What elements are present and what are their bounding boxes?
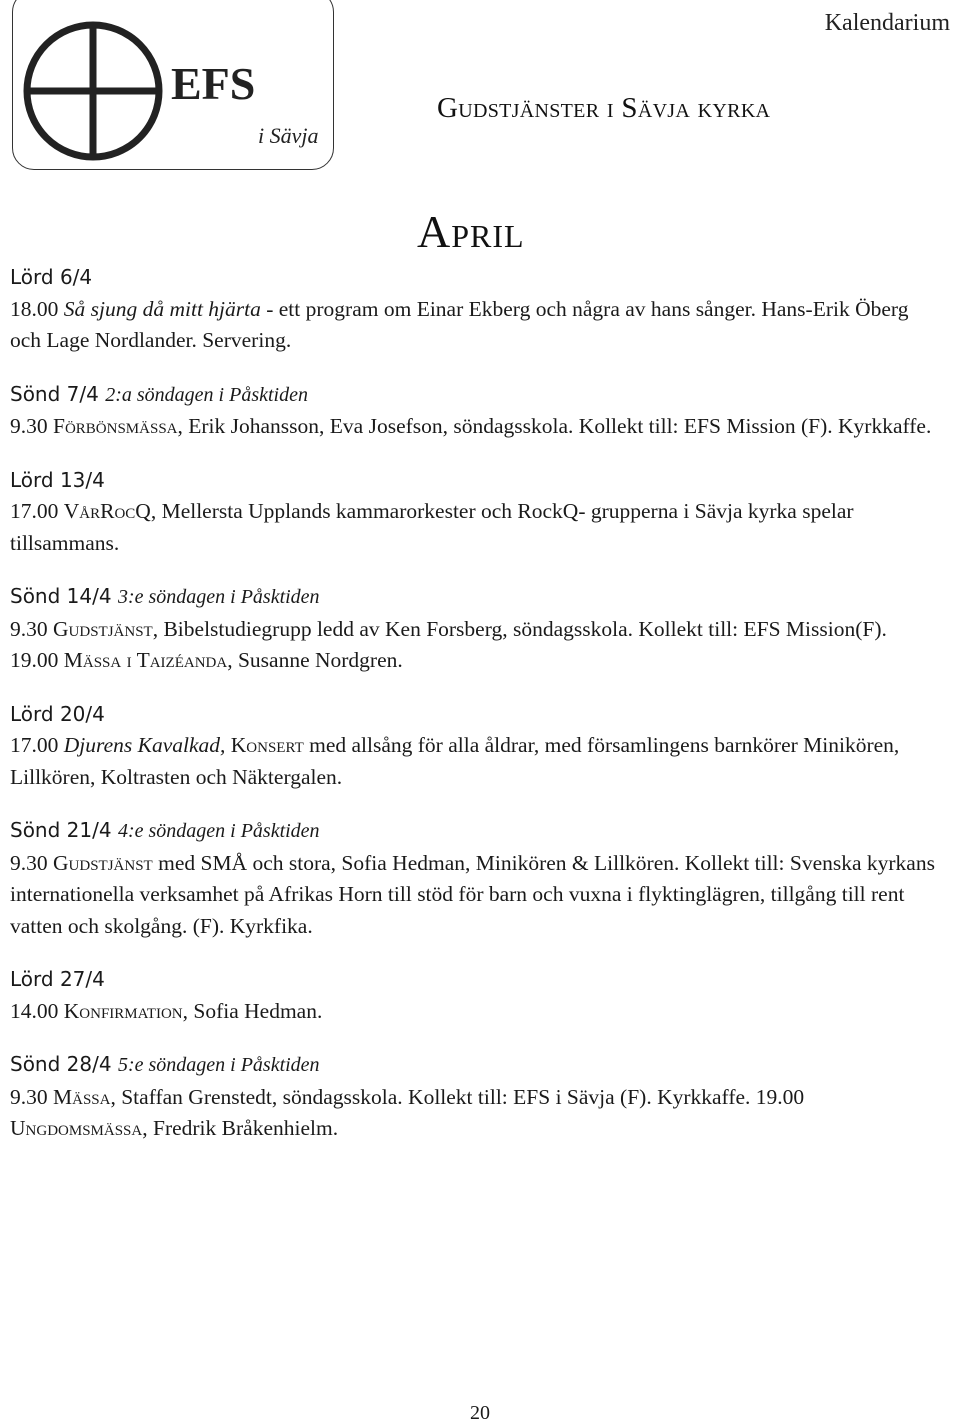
event-entry (10, 815, 940, 942)
event-title: Mässa i Taizéanda (63, 648, 228, 672)
event-entry (10, 581, 940, 677)
logo-subtitle: i Sävja (258, 123, 319, 148)
event-description (10, 294, 940, 357)
event-entry (10, 1049, 940, 1145)
event-title: VårRocQ (63, 499, 151, 523)
event-time: 9.30 (10, 850, 53, 875)
event-description (10, 1082, 940, 1145)
header-kalendarium: Kalendarium (824, 10, 950, 36)
church-day-name: 5:e söndagen i Påsktiden (117, 1054, 320, 1076)
event-day-heading (10, 699, 940, 731)
event-details: , Fredrik Bråkenhielm. (142, 1116, 339, 1140)
event-details: , Bibelstudiegrupp ledd av Ken Forsberg, söndagsskola. Kollekt till: EFS Mission(F). (152, 616, 887, 641)
event-entry (10, 379, 940, 443)
document-title: Gudstjänster i Sävja kyrka (437, 92, 771, 124)
event-time: 9.30 (10, 1084, 53, 1109)
event-entry (10, 465, 940, 560)
event-entry (10, 699, 940, 794)
event-details: , Staffan Grenstedt, söndagsskola. Kollekt till: EFS i Sävja (F). Kyrkkaffe. (110, 1084, 756, 1109)
logo-letters: EFS (171, 58, 256, 109)
event-day: Lörd 20/4 (10, 701, 105, 726)
event-time: 14.00 (10, 998, 64, 1023)
event-day: Lörd 6/4 (10, 265, 93, 289)
event-day: Sönd 14/4 (10, 584, 112, 608)
event-day-heading (10, 964, 940, 996)
event-entry (10, 964, 940, 1027)
event-description (10, 411, 940, 443)
event-time: 17.00 (10, 733, 64, 757)
efs-cross-logo-icon (13, 0, 335, 171)
event-details: , Susanne Nordgren. (227, 648, 403, 672)
event-title: Ungdomsmässa (10, 1116, 143, 1140)
event-details: - ett program om Einar Ekberg och några av hans sånger. Hans-Erik Öberg och Lage Nordlander. Servering. (10, 296, 909, 352)
event-day: Sönd 21/4 (10, 818, 112, 842)
event-description (10, 996, 940, 1028)
event-day-heading (10, 1049, 940, 1082)
month-heading: April (417, 206, 525, 257)
event-description (10, 848, 940, 943)
event-time: 9.30 (10, 414, 53, 438)
event-details: , Sofia Hedman. (182, 998, 323, 1023)
event-details: med allsång för alla åldrar, med församlingens barnkörer Minikören, Lillkören, Koltrasten och Näktergalen. (10, 733, 900, 789)
event-title: Förbönsmässa (53, 414, 178, 438)
event-time: 19.00 (755, 1084, 805, 1109)
church-day-name: 4:e söndagen i Påsktiden (117, 820, 320, 842)
event-title: Gudstjänst (53, 850, 153, 875)
event-day-heading (10, 379, 940, 412)
event-day: Lörd 27/4 (10, 967, 105, 991)
event-day: Sönd 28/4 (10, 1052, 112, 1076)
event-day-heading (10, 465, 940, 497)
event-time: 9.30 (10, 616, 53, 641)
event-time: 17.00 (10, 499, 64, 523)
event-details: , Mellersta Upplands kammarorkester och RockQ- grupperna i Sävja kyrka spelar tillsammans. (10, 499, 854, 555)
event-time: 18.00 (10, 296, 64, 321)
event-description (10, 614, 940, 677)
event-title: Konfirmation (63, 998, 183, 1023)
event-description (10, 730, 940, 793)
event-time: 19.00 (10, 648, 64, 672)
event-title: Gudstjänst (53, 616, 153, 641)
event-details: med SMÅ och stora, Sofia Hedman, Minikören & Lillkören. Kollekt till: Svenska kyrkans internationella verksamhet på Afrikas Horn till stöd för barn och vuxna i flyktinglägren, tillgång till rent vatten och skolgång. (F). Kyrkfika. (10, 850, 935, 938)
event-day-heading (10, 815, 940, 848)
event-day-heading (10, 581, 940, 614)
event-entry (10, 262, 940, 357)
event-title: Konsert (225, 733, 304, 757)
event-title-italic: Så sjung då mitt hjärta (63, 296, 261, 321)
event-day: Lörd 13/4 (10, 467, 105, 492)
event-list (10, 262, 940, 1167)
event-description (10, 496, 940, 559)
event-day: Sönd 7/4 (10, 381, 99, 406)
efs-logo (12, 0, 334, 170)
church-day-name: 3:e söndagen i Påsktiden (117, 586, 320, 608)
church-day-name: 2:a söndagen i Påsktiden (105, 383, 308, 406)
event-title-italic: Djurens Kavalkad, (63, 733, 226, 757)
page-number: 20 (470, 1402, 490, 1424)
event-day-heading (10, 262, 940, 294)
event-details: , Erik Johansson, Eva Josefson, söndagsskola. Kollekt till: EFS Mission (F). Kyrkkaffe. (177, 414, 932, 438)
event-title: Mässa (53, 1084, 111, 1109)
